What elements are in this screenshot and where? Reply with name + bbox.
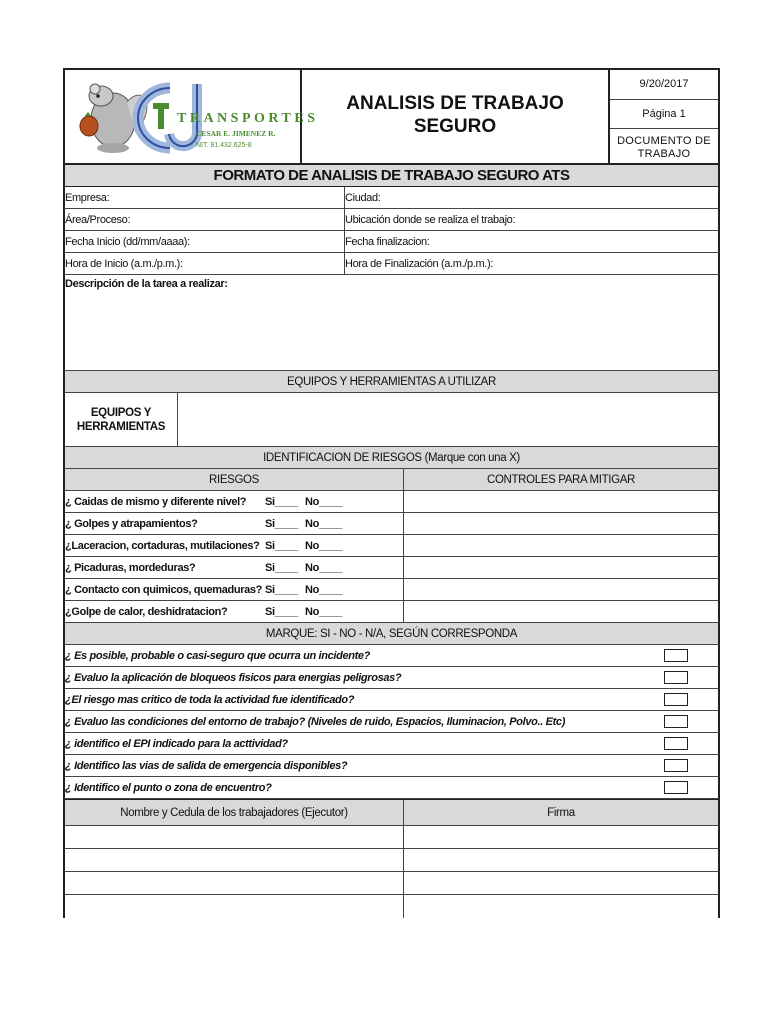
riesgo-row [63, 513, 720, 535]
checklist-question: ¿ Identifico las vias de salida de emergencia disponibles? [65, 760, 348, 772]
checklist-question: ¿ identifico el EPI indicado para la acttividad? [65, 738, 288, 750]
riesgo-no-field[interactable]: No____ [305, 606, 343, 618]
checklist-question: ¿ Evaluo la aplicación de bloqueos fisicos para energias peligrosas? [65, 672, 402, 684]
checklist-answer-box[interactable] [664, 671, 688, 684]
worker-sign-field[interactable] [403, 895, 718, 918]
riesgo-si-field[interactable]: Si____ [265, 562, 298, 574]
hora-fin-field[interactable]: Hora de Finalización (a.m./p.m.): [344, 253, 718, 274]
info-row-area [63, 209, 720, 231]
control-field[interactable] [403, 557, 718, 578]
riesgo-row [63, 535, 720, 557]
descripcion-box[interactable] [63, 275, 720, 371]
equipos-row [63, 393, 720, 447]
riesgo-row [63, 491, 720, 513]
document-type: DOCUMENTO DE TRABAJO [617, 135, 711, 160]
equipos-label: EQUIPOS Y HERRAMIENTAS [76, 407, 166, 433]
meta-cell [610, 70, 718, 163]
info-row-hora [63, 253, 720, 275]
worker-row [63, 872, 720, 895]
riesgos-column-header: RIESGOS [209, 474, 259, 486]
worker-name-field[interactable] [65, 849, 403, 871]
checklist-answer-box[interactable] [664, 781, 688, 794]
control-field[interactable] [403, 601, 718, 622]
checklist-question: ¿ Evaluo las condiciones del entorno de trabajo? (Niveles de ruido, Espacios, Iluminacion, Polvo.. Etc) [65, 716, 566, 728]
control-field[interactable] [403, 491, 718, 512]
ubicacion-field[interactable]: Ubicación donde se realiza el trabajo: [344, 209, 718, 230]
worker-name-field[interactable] [65, 872, 403, 894]
checklist-row [63, 711, 720, 733]
riesgo-no-field[interactable]: No____ [305, 584, 343, 596]
checklist-row [63, 755, 720, 777]
riesgo-no-field[interactable]: No____ [305, 496, 343, 508]
logo-owner: CESAR E. JIMENEZ R. [196, 129, 276, 138]
hora-inicio-field[interactable]: Hora de Inicio (a.m./p.m.): [65, 258, 183, 270]
checklist-question: ¿ Es posible, probable o casi-seguro que ocurra un incidente? [65, 650, 371, 662]
form-title-row [63, 165, 720, 187]
checklist-row [63, 667, 720, 689]
form-title: FORMATO DE ANALISIS DE TRABAJO SEGURO ATS [213, 167, 570, 184]
area-field[interactable]: Área/Proceso: [65, 214, 131, 226]
checklist-section-header: MARQUE: SI - NO - N/A, SEGÚN CORRESPONDA [63, 623, 720, 645]
checklist-answer-box[interactable] [664, 715, 688, 728]
riesgo-si-field[interactable]: Si____ [265, 606, 298, 618]
checklist-question: ¿El riesgo mas critico de toda la actividad fue identificado? [65, 694, 355, 706]
ats-form [63, 68, 720, 918]
worker-row [63, 849, 720, 872]
control-field[interactable] [403, 513, 718, 534]
document-date: 9/20/2017 [639, 78, 689, 90]
checklist-answer-box[interactable] [664, 649, 688, 662]
riesgos-list [63, 491, 720, 623]
workers-sign-header: Firma [403, 800, 718, 825]
riesgo-no-field[interactable]: No____ [305, 518, 343, 530]
control-field[interactable] [403, 579, 718, 600]
riesgo-label: ¿ Contacto con quimicos, quemaduras? [65, 584, 263, 596]
checklist-answer-box[interactable] [664, 737, 688, 750]
ciudad-field[interactable]: Ciudad: [344, 187, 718, 208]
document-title: ANALISIS DE TRABAJO SEGURO [346, 93, 564, 137]
checklist-row [63, 645, 720, 667]
riesgo-row [63, 557, 720, 579]
form-header [63, 68, 720, 165]
riesgo-si-field[interactable]: Si____ [265, 518, 298, 530]
riesgo-no-field[interactable]: No____ [305, 562, 343, 574]
controles-column-header: CONTROLES PARA MITIGAR [403, 469, 718, 490]
riesgo-no-field[interactable]: No____ [305, 540, 343, 552]
empresa-field[interactable]: Empresa: [65, 192, 110, 204]
worker-name-field[interactable] [65, 826, 403, 848]
equipos-input[interactable] [177, 393, 718, 446]
riesgos-section-header: IDENTIFICACION DE RIESGOS (Marque con una X) [63, 447, 720, 469]
checklist-question: ¿ Identifico el punto o zona de encuentro? [65, 782, 272, 794]
riesgo-label: ¿ Golpes y atrapamientos? [65, 518, 198, 530]
riesgo-label: ¿Golpe de calor, deshidratacion? [65, 606, 228, 618]
checklist-row [63, 689, 720, 711]
riesgo-row [63, 579, 720, 601]
riesgo-si-field[interactable]: Si____ [265, 584, 298, 596]
checklist-list [63, 645, 720, 799]
checklist-row [63, 733, 720, 755]
riesgo-si-field[interactable]: Si____ [265, 496, 298, 508]
riesgo-row [63, 601, 720, 623]
logo-cell [65, 70, 319, 163]
equipos-section-header: EQUIPOS Y HERRAMIENTAS A UTILIZAR [63, 371, 720, 393]
workers-name-header: Nombre y Cedula de los trabajadores (Ejecutor) [120, 807, 348, 819]
riesgo-si-field[interactable]: Si____ [265, 540, 298, 552]
worker-row [63, 895, 720, 918]
riesgo-label: ¿ Caidas de mismo y diferente nivel? [65, 496, 247, 508]
workers-header [63, 799, 720, 826]
info-row-empresa [63, 187, 720, 209]
fecha-inicio-field[interactable]: Fecha Inicio (dd/mm/aaaa): [65, 236, 190, 248]
riesgo-label: ¿Laceracion, cortaduras, mutilaciones? [65, 540, 260, 552]
worker-name-field[interactable] [65, 895, 403, 918]
company-logo [65, 70, 319, 163]
checklist-answer-box[interactable] [664, 693, 688, 706]
fecha-fin-field[interactable]: Fecha finalizacion: [344, 231, 718, 252]
checklist-row [63, 777, 720, 799]
info-row-fecha [63, 231, 720, 253]
riesgos-column-headers [63, 469, 720, 491]
checklist-answer-box[interactable] [664, 759, 688, 772]
riesgo-label: ¿ Picaduras, mordeduras? [65, 562, 196, 574]
descripcion-label: Descripción de la tarea a realizar: [65, 278, 228, 290]
logo-brand: TRANSPORTES [177, 111, 319, 126]
worker-sign-field[interactable] [403, 872, 718, 894]
logo-nit: NIT. 91.432.625-8 [196, 142, 252, 149]
worker-row [63, 826, 720, 849]
worker-sign-field[interactable] [403, 849, 718, 871]
worker-sign-field[interactable] [403, 826, 718, 848]
control-field[interactable] [403, 535, 718, 556]
page-number: Página 1 [642, 108, 686, 120]
title-cell [302, 70, 610, 163]
